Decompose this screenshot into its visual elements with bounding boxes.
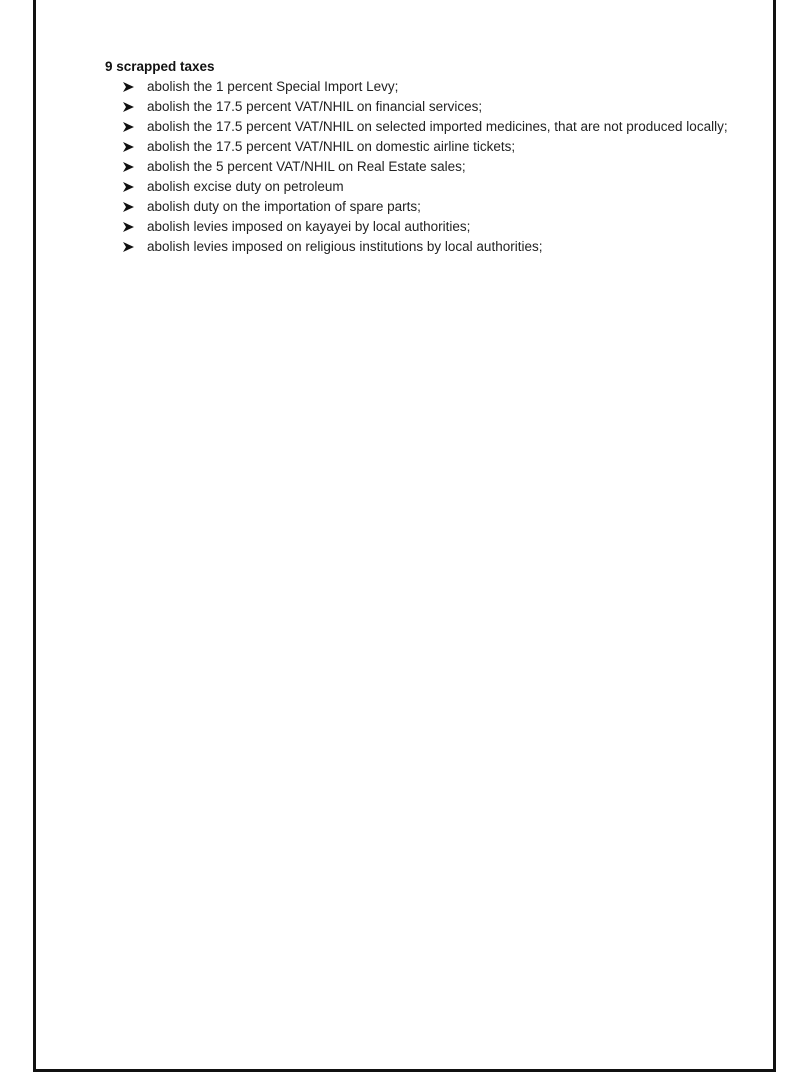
list-item-text: abolish the 17.5 percent VAT/NHIL on selected imported medicines, that are not produced locally; <box>147 119 728 134</box>
arrowhead-bullet-icon <box>123 137 137 157</box>
list-item <box>105 77 745 97</box>
list-item <box>105 97 745 117</box>
arrowhead-bullet-icon <box>123 157 137 177</box>
arrowhead-bullet-icon <box>123 197 137 217</box>
arrowhead-bullet-icon <box>123 177 137 197</box>
list-item-text: abolish levies imposed on religious institutions by local authorities; <box>147 239 543 254</box>
list-item-text: abolish levies imposed on kayayei by local authorities; <box>147 219 471 234</box>
list-item <box>105 117 745 137</box>
list-item <box>105 137 745 157</box>
list-item <box>105 217 745 237</box>
scrapped-taxes-list <box>105 77 745 257</box>
list-item-text: abolish excise duty on petroleum <box>147 179 344 194</box>
list-item <box>105 157 745 177</box>
section-heading: 9 scrapped taxes <box>105 59 215 74</box>
list-item-text: abolish the 17.5 percent VAT/NHIL on domestic airline tickets; <box>147 139 516 154</box>
arrowhead-bullet-icon <box>123 237 137 257</box>
document-content <box>105 58 745 257</box>
list-item-text: abolish the 1 percent Special Import Levy; <box>147 79 399 94</box>
arrowhead-bullet-icon <box>123 77 137 97</box>
arrowhead-bullet-icon <box>123 117 137 137</box>
list-item-text: abolish the 5 percent VAT/NHIL on Real Estate sales; <box>147 159 466 174</box>
arrowhead-bullet-icon <box>123 97 137 117</box>
list-item-text: abolish duty on the importation of spare parts; <box>147 199 421 214</box>
list-item <box>105 197 745 217</box>
list-item <box>105 237 745 257</box>
arrowhead-bullet-icon <box>123 217 137 237</box>
list-item-text: abolish the 17.5 percent VAT/NHIL on financial services; <box>147 99 483 114</box>
list-item <box>105 177 745 197</box>
